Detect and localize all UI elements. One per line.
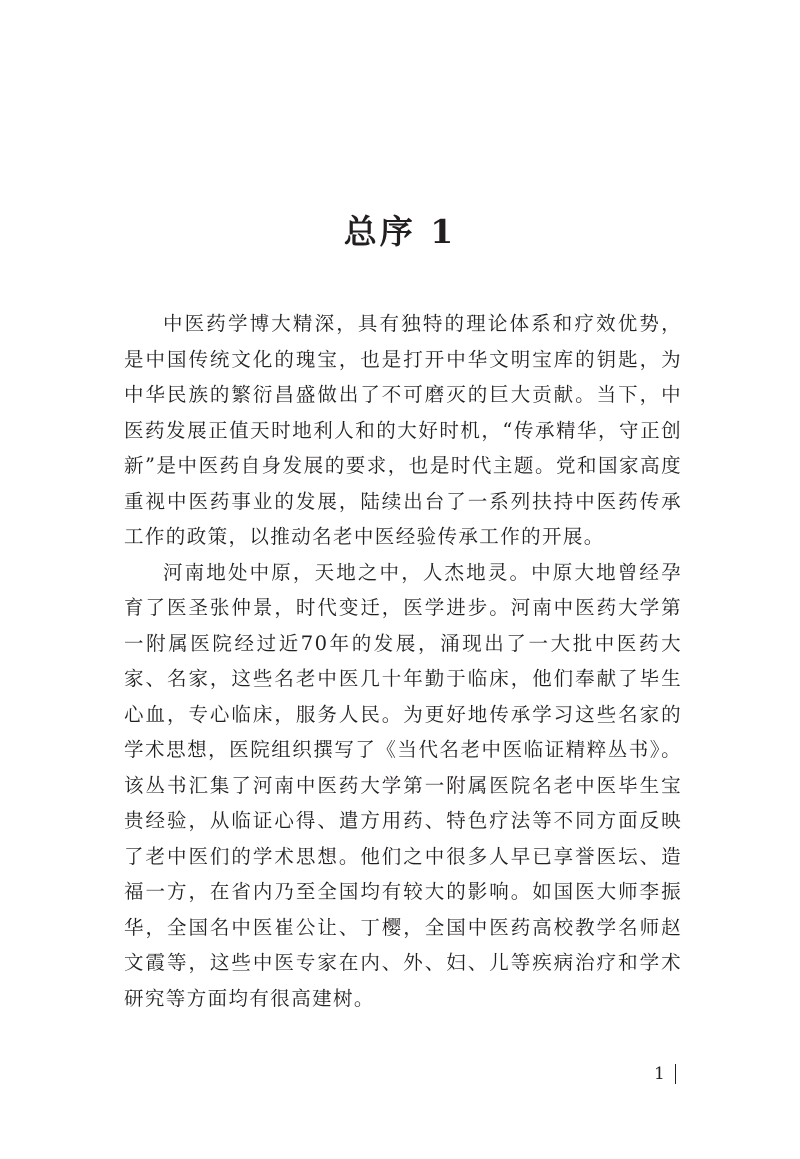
paragraph-1: 中医药学博大精深，具有独特的理论体系和疗效优势，是中国传统文化的瑰宝，也是打开中华文明宝库的钥匙，为中华民族的繁衍昌盛做出了不可磨灭的巨大贡献。当下，中医药发展正值天时地利人和的大好时机，“传承精华，守正创新”是中医药自身发展的要求，也是时代主题。党和国家高度重视中医药事业的发展，陆续出台了一系列扶持中医药传承工作的政策，以推动名老中医经验传承工作的开展。 bbox=[124, 312, 682, 548]
page-footer bbox=[654, 1062, 676, 1086]
page-number: 1 bbox=[654, 1064, 665, 1084]
paragraph-2: 河南地处中原，天地之中，人杰地灵。中原大地曾经孕育了医圣张仲景，时代变迁，医学进步。河南中医药大学第一附属医院经过近70年的发展，涌现出了一大批中医药大家、名家，这些名老中医几十年勤于临床，他们奉献了毕生心血，专心临床，服务人民。为更好地传承学习这些名家的学术思想，医院组织撰写了《当代名老中医临证精粹丛书》。该丛书汇集了河南中医药大学第一附属医院名老中医毕生宝贵经验，从临证心得、遣方用药、特色疗法等不同方面反映了老中医们的学术思想。他们之中很多人早已享誉医坛、造福一方，在省内乃至全国均有较大的影响。如国医大师李振华，全国名中医崔公让、丁樱，全国中医药高校教学名师赵文霞等，这些中医专家在内、外、妇、儿等疾病治疗和学术研究等方面均有很高建树。 bbox=[124, 560, 682, 1010]
body-text bbox=[124, 306, 682, 1016]
page-number-divider bbox=[675, 1064, 676, 1084]
page-title: 总序 1 bbox=[343, 212, 457, 251]
